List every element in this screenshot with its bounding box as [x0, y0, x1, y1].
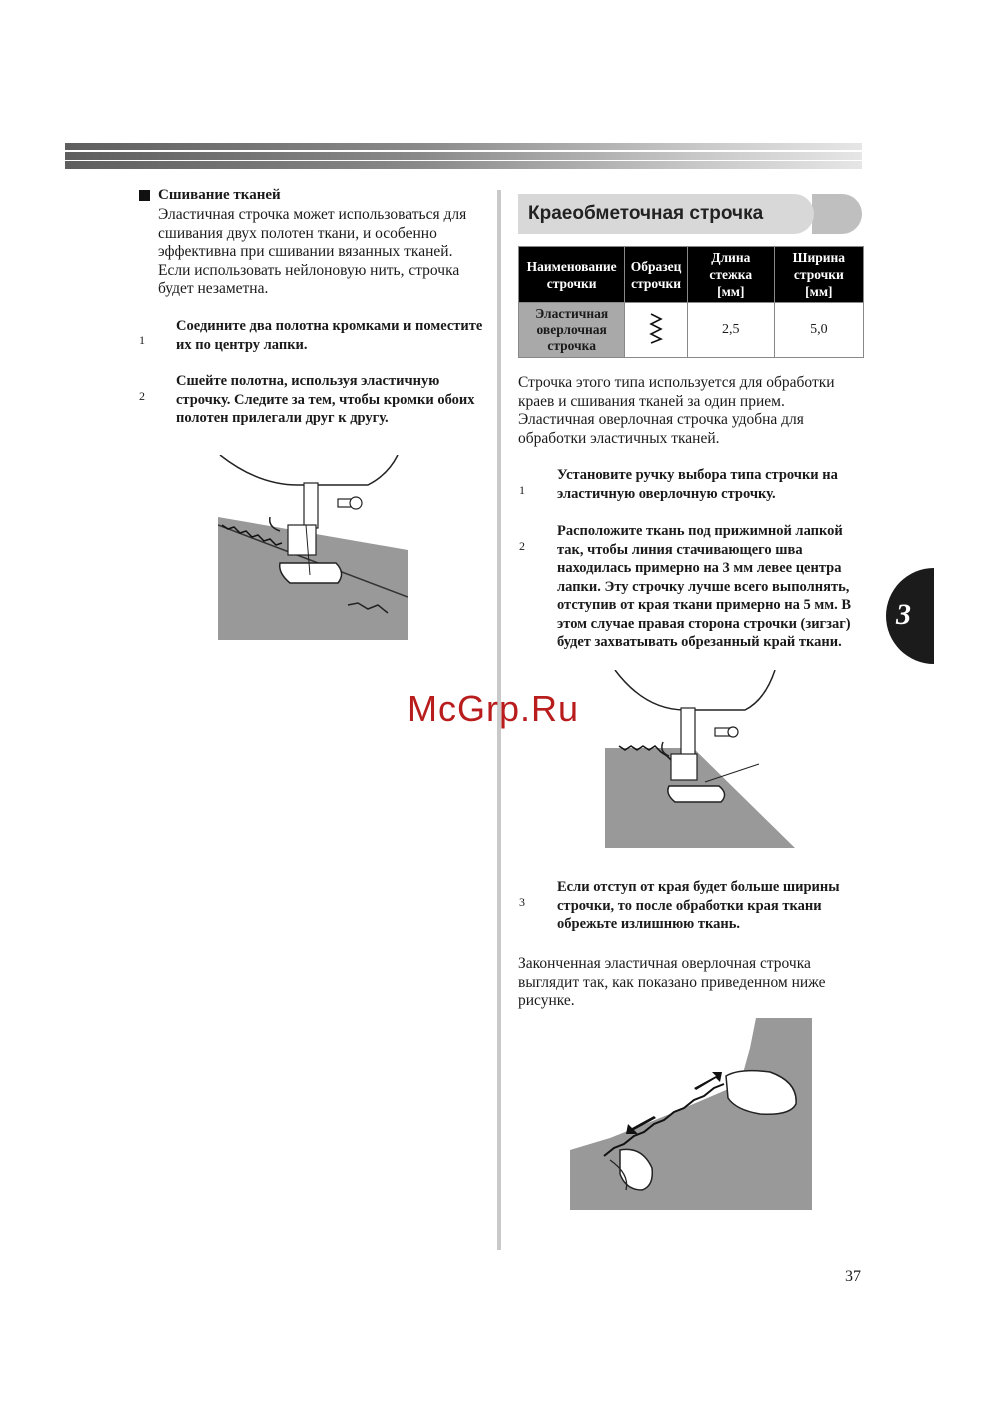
right-closing: Законченная эластичная оверлочная строчка выглядит так, как показано приведенном ниже рисунке.	[518, 955, 826, 1009]
sewing-fabrics-illustration	[218, 455, 408, 640]
stitch-sample-cell	[625, 303, 688, 358]
heading-bullet	[139, 190, 150, 201]
stitch-spec-table	[518, 246, 864, 358]
right-intro: Строчка этого типа используется для обработки краев и сшивания тканей за один прием. Эластичная оверлочная строчка удобна для обработки эластичных тканей.	[518, 374, 835, 447]
right-step-3-text: Если отступ от края будет больше ширины строчки, то после обработки края ткани обрежьте излишнюю ткань.	[557, 879, 840, 932]
header-stitch-sample: Образец строчки	[625, 247, 688, 303]
overlock-positioning-illustration	[605, 670, 795, 850]
left-intro: Эластичная строчка может использоваться для сшивания двух полотен ткани, и особенно эффективна при сшивании вязанных тканей. Если использовать нейлоновую нить, строчка будет незаметна.	[158, 206, 467, 297]
stitch-width-cell: 5,0	[774, 303, 863, 358]
stitch-length-cell: 2,5	[687, 303, 774, 358]
table-header-row	[519, 247, 864, 303]
right-step-3-number: 3	[519, 895, 525, 909]
right-step-2-text: Расположите ткань под прижимной лапкой так, чтобы линия стачивающего шва находилась примерно на 3 мм левее центра лапки. Эту строчку лучше всего выполнять, отступив от края ткани примерно на 5 мм. В этом случае правая сторона строчки (зигзаг) будет захватывать обрезанный край ткани.	[557, 523, 852, 650]
page-number: 37	[845, 1268, 861, 1285]
overlock-stitch-icon	[649, 312, 663, 344]
left-step-2-number: 2	[139, 389, 145, 403]
stitch-name-cell: Эластичная оверлочная строчка	[519, 303, 625, 358]
finished-stitch-illustration	[570, 1018, 815, 1212]
watermark: McGrp.Ru	[407, 688, 580, 729]
right-step-2-number: 2	[519, 539, 525, 553]
section-title-tab-end	[812, 194, 862, 234]
header-bar	[65, 143, 862, 169]
section-title: Краеобметочная строчка	[528, 203, 764, 224]
left-heading: Сшивание тканей	[158, 187, 281, 203]
right-step-1-number: 1	[519, 483, 525, 497]
left-step-1-number: 1	[139, 333, 145, 347]
header-stitch-width: Ширина строчки [мм]	[774, 247, 863, 303]
header-stitch-name: Наименование строчки	[519, 247, 625, 303]
header-stitch-length: Длина стежка [мм]	[687, 247, 774, 303]
left-step-1-text: Соедините два полотна кромками и поместите их по центру лапки.	[176, 318, 483, 353]
right-step-1-text: Установите ручку выбора типа строчки на эластичную оверлочную строчку.	[557, 467, 838, 502]
chapter-tab-number: 3	[896, 598, 911, 631]
left-step-2-text: Сшейте полотна, используя эластичную строчку. Следите за тем, чтобы кромки обоих полотен прилегали друг к другу.	[176, 373, 475, 426]
table-row	[519, 303, 864, 358]
